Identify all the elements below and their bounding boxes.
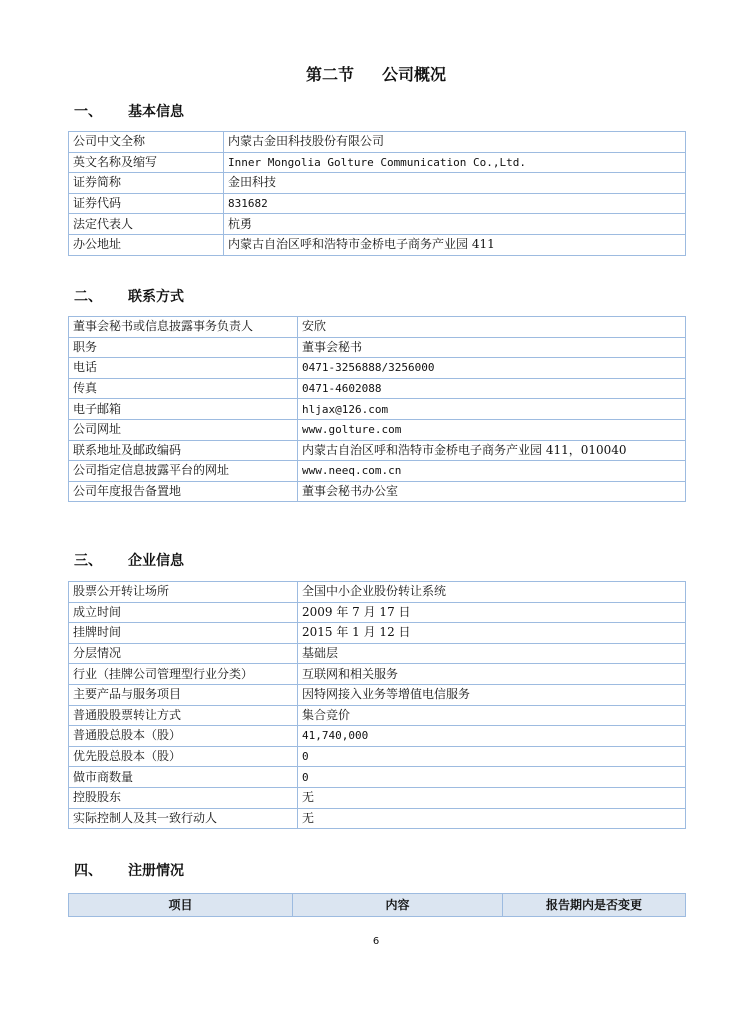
table-header-row [69, 894, 686, 917]
row-value: 内蒙古自治区呼和浩特市金桥电子商务产业园 411，010040 [298, 440, 686, 461]
row-value: 0471-3256888/3256000 [298, 358, 686, 379]
contact-table [68, 316, 686, 502]
row-value: hljax@126.com [298, 399, 686, 420]
table-row [69, 317, 686, 338]
row-label: 公司指定信息披露平台的网址 [69, 461, 298, 482]
table-row [69, 602, 686, 623]
table-row [69, 193, 686, 214]
chapter-label: 第二节 [305, 65, 354, 84]
row-value: 无 [298, 787, 686, 808]
row-label: 传真 [69, 378, 298, 399]
page-number: 6 [372, 936, 380, 947]
row-label: 证券代码 [69, 193, 224, 214]
row-label: 公司中文全称 [69, 132, 224, 153]
row-value: 0 [298, 746, 686, 767]
table-row [69, 461, 686, 482]
header-changed: 报告期内是否变更 [503, 894, 686, 917]
row-label: 优先股总股本（股） [69, 746, 298, 767]
chapter-name: 公司概况 [382, 65, 447, 84]
row-label: 办公地址 [69, 234, 224, 255]
enterprise-table [68, 581, 686, 829]
table-row [69, 378, 686, 399]
section-heading-enterprise: 三、 企业信息 [74, 553, 184, 569]
table-row [69, 808, 686, 829]
row-value: www.neeq.com.cn [298, 461, 686, 482]
row-value: 0471-4602088 [298, 378, 686, 399]
row-label: 证券简称 [69, 173, 224, 194]
row-label: 做市商数量 [69, 767, 298, 788]
registration-table-header [68, 893, 686, 917]
table-row [69, 767, 686, 788]
page-title [0, 62, 752, 85]
table-row [69, 684, 686, 705]
row-value: 因特网接入业务等增值电信服务 [298, 684, 686, 705]
table-row [69, 358, 686, 379]
row-label: 行业（挂牌公司管理型行业分类） [69, 664, 298, 685]
row-value: 全国中小企业股份转让系统 [298, 582, 686, 603]
row-label: 控股股东 [69, 787, 298, 808]
table-row [69, 399, 686, 420]
row-value: 2015 年 1 月 12 日 [298, 623, 686, 644]
basic-info-table [68, 131, 686, 256]
table-row [69, 173, 686, 194]
table-row [69, 643, 686, 664]
row-value: 2009 年 7 月 17 日 [298, 602, 686, 623]
row-value: 互联网和相关服务 [298, 664, 686, 685]
table-row [69, 623, 686, 644]
table-row [69, 152, 686, 173]
table-row [69, 787, 686, 808]
row-label: 成立时间 [69, 602, 298, 623]
row-value: 831682 [224, 193, 686, 214]
table-row [69, 664, 686, 685]
table-row [69, 746, 686, 767]
table-row [69, 337, 686, 358]
row-label: 普通股总股本（股） [69, 726, 298, 747]
row-value: Inner Mongolia Golture Communication Co.,Ltd. [224, 152, 686, 173]
section-heading-basic-info: 一、 基本信息 [74, 104, 184, 120]
row-value: 无 [298, 808, 686, 829]
table-row [69, 440, 686, 461]
row-label: 主要产品与服务项目 [69, 684, 298, 705]
row-label: 公司年度报告备置地 [69, 481, 298, 502]
row-label: 联系地址及邮政编码 [69, 440, 298, 461]
row-value: 董事会秘书 [298, 337, 686, 358]
row-label: 英文名称及缩写 [69, 152, 224, 173]
row-label: 普通股股票转让方式 [69, 705, 298, 726]
row-value: 董事会秘书办公室 [298, 481, 686, 502]
table-row [69, 419, 686, 440]
row-value: 内蒙古金田科技股份有限公司 [224, 132, 686, 153]
row-label: 电话 [69, 358, 298, 379]
row-label: 法定代表人 [69, 214, 224, 235]
section-heading-registration: 四、 注册情况 [74, 863, 184, 879]
row-value: www.golture.com [298, 419, 686, 440]
row-value: 杭勇 [224, 214, 686, 235]
table-row [69, 582, 686, 603]
section-heading-contact: 二、 联系方式 [74, 289, 184, 305]
table-row [69, 726, 686, 747]
row-value: 41,740,000 [298, 726, 686, 747]
row-value: 安欣 [298, 317, 686, 338]
row-value: 0 [298, 767, 686, 788]
row-value: 内蒙古自治区呼和浩特市金桥电子商务产业园 411 [224, 234, 686, 255]
table-row [69, 132, 686, 153]
row-label: 分层情况 [69, 643, 298, 664]
row-label: 挂牌时间 [69, 623, 298, 644]
header-item: 项目 [69, 894, 293, 917]
row-label: 职务 [69, 337, 298, 358]
row-value: 基础层 [298, 643, 686, 664]
row-label: 公司网址 [69, 419, 298, 440]
row-label: 实际控制人及其一致行动人 [69, 808, 298, 829]
table-row [69, 481, 686, 502]
table-row [69, 234, 686, 255]
row-label: 电子邮箱 [69, 399, 298, 420]
row-value: 集合竞价 [298, 705, 686, 726]
table-row [69, 214, 686, 235]
table-row [69, 705, 686, 726]
header-content: 内容 [293, 894, 503, 917]
row-value: 金田科技 [224, 173, 686, 194]
row-label: 股票公开转让场所 [69, 582, 298, 603]
row-label: 董事会秘书或信息披露事务负责人 [69, 317, 298, 338]
